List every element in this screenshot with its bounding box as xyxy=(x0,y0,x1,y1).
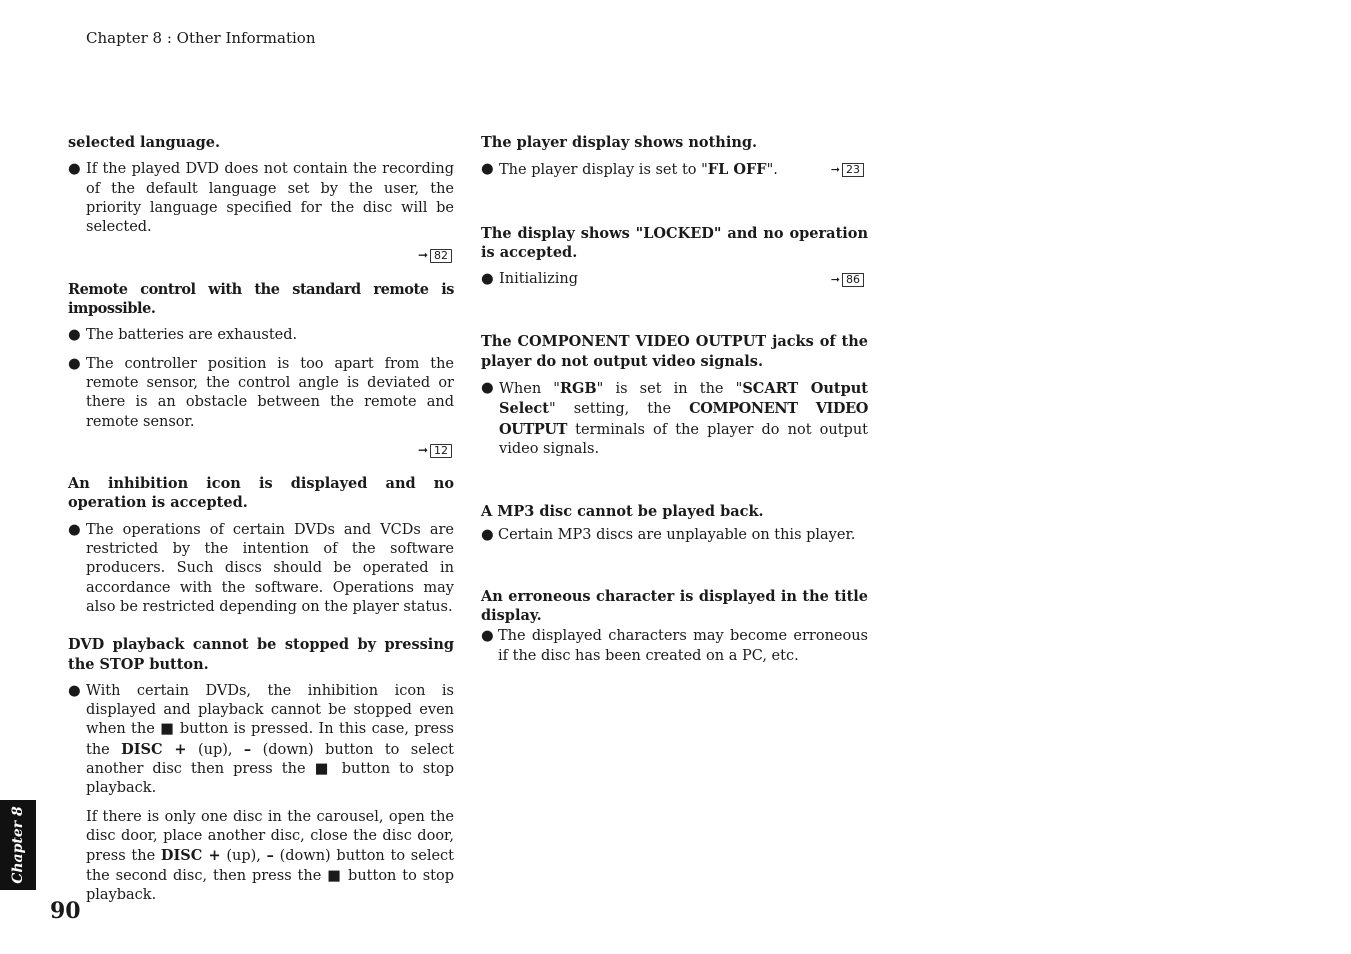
chapter-side-tab xyxy=(0,800,36,890)
left-column xyxy=(68,133,454,914)
page-reference xyxy=(831,160,864,179)
bullet-item xyxy=(68,355,454,432)
bullet-icon: ● xyxy=(481,271,494,288)
bullet-icon: ● xyxy=(481,526,494,543)
section-heading: An erroneous character is displayed in the title display. xyxy=(481,587,868,625)
section-heading: The player display shows nothing. xyxy=(481,134,758,151)
arrow-icon: ➞ xyxy=(830,273,840,287)
paragraph: If there is only one disc in the carousel, open the disc door, place another disc, close the disc door, press the DISC + (up), – (down) button to select the second disc, then press the ■ button to stop playback. xyxy=(86,808,454,903)
section-heading: selected language. xyxy=(68,134,220,151)
section-heading: The COMPONENT VIDEO OUTPUT jacks of the player do not output video signals. xyxy=(481,333,868,370)
bullet-icon: ● xyxy=(481,628,494,645)
bullet-item xyxy=(481,379,868,459)
bullet-text: When "RGB" is set in the "SCART Output Select" setting, the COMPONENT VIDEO OUTPUT terminals of the player do not output video signals. xyxy=(499,380,868,457)
section-heading: DVD playback cannot be stopped by pressing the STOP button. xyxy=(68,636,454,673)
page-number: 90 xyxy=(50,898,81,924)
arrow-icon: ➞ xyxy=(830,163,840,177)
bullet-icon: ● xyxy=(68,161,81,178)
bullet-icon: ● xyxy=(68,327,81,344)
book-page-icon: 23 xyxy=(842,163,864,177)
bullet-text: The displayed characters may become erroneous if the disc has been created on a PC, etc. xyxy=(498,628,868,664)
arrow-icon: ➞ xyxy=(417,442,428,457)
bullet-item xyxy=(481,526,868,545)
bullet-text: Certain MP3 discs are unplayable on this player. xyxy=(498,526,856,543)
bullet-text: With certain DVDs, the inhibition icon is displayed and playback cannot be stopped even when the ■ button is pressed. In this case, press the DISC + (up), – (down) button to select another disc then press the ■ button to stop playback. xyxy=(86,682,454,797)
page-reference xyxy=(831,270,864,289)
bullet-text: The controller position is too apart from the remote sensor, the control angle is deviated or there is an obstacle between the remote and remote sensor. xyxy=(86,355,454,430)
bullet-icon: ● xyxy=(68,355,81,372)
bullet-item xyxy=(68,682,454,799)
bullet-item xyxy=(68,326,454,345)
section-heading: A MP3 disc cannot be played back. xyxy=(481,503,764,521)
arrow-icon: ➞ xyxy=(417,248,428,263)
bullet-item xyxy=(68,521,454,617)
bullet-icon: ● xyxy=(68,521,81,538)
book-page-icon: 82 xyxy=(430,249,452,263)
bullet-icon: ● xyxy=(68,682,81,699)
page-reference xyxy=(68,441,452,460)
bullet-text: The batteries are exhausted. xyxy=(86,327,298,344)
book-page-icon: 86 xyxy=(842,273,864,287)
bullet-item xyxy=(481,270,868,289)
section-heading: Remote control with the standard remote is impossible. xyxy=(68,280,454,318)
section-heading: The display shows "LOCKED" and no operation is accepted. xyxy=(481,224,868,261)
bullet-item xyxy=(481,627,868,666)
bullet-text: Initializing xyxy=(499,271,578,288)
bullet-icon: ● xyxy=(481,161,494,178)
bullet-item xyxy=(481,160,868,180)
book-page-icon: 12 xyxy=(430,444,452,458)
bullet-text: The player display is set to "FL OFF". xyxy=(499,161,778,179)
page-reference xyxy=(68,246,452,265)
section-heading: An inhibition icon is displayed and no operation is accepted. xyxy=(68,475,454,512)
bullet-item xyxy=(68,160,454,237)
chapter-tab-label: Chapter 8 xyxy=(10,806,27,884)
bullet-text: If the played DVD does not contain the recording of the default language set by the user, the priority language specified for the disc will be selected. xyxy=(86,161,454,236)
bullet-text: The operations of certain DVDs and VCDs are restricted by the intention of the software producers. Such discs should be operated in accordance with the software. Operations may also be restricted depending on the player status. xyxy=(86,521,454,615)
bullet-icon: ● xyxy=(481,380,494,397)
right-column xyxy=(481,133,868,674)
running-header: Chapter 8 : Other Information xyxy=(86,29,316,47)
